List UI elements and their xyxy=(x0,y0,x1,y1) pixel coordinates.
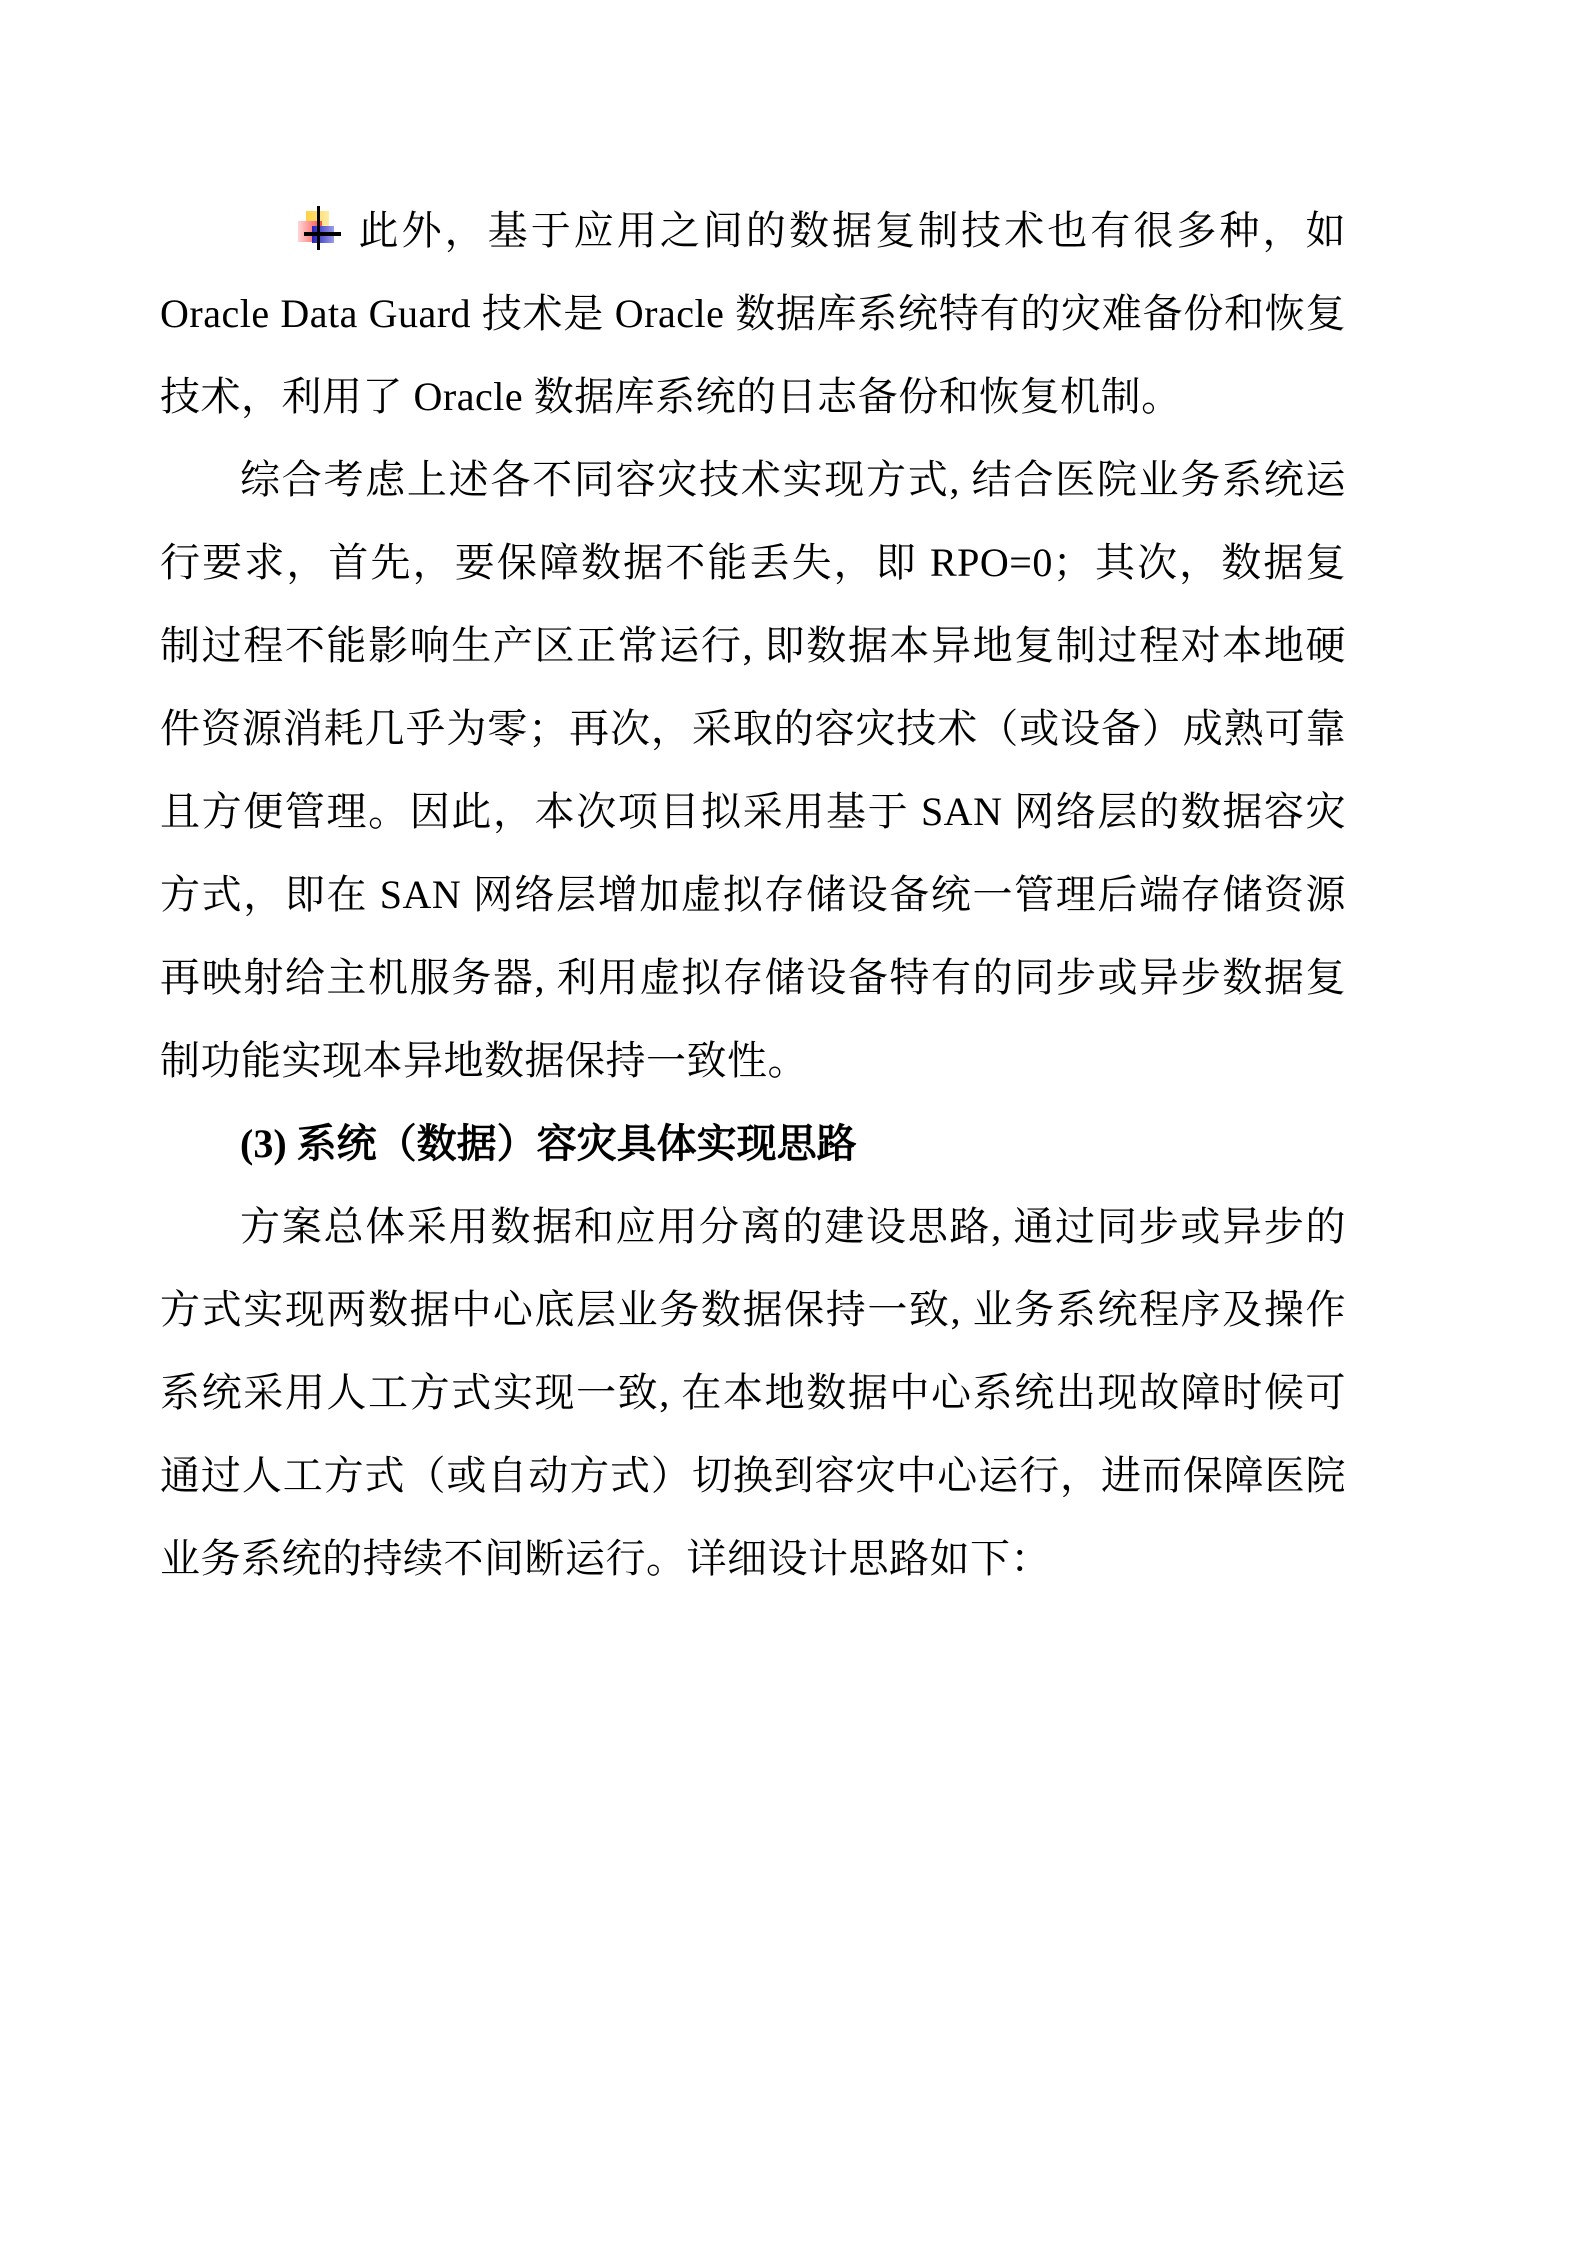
anchor-cross-vertical xyxy=(317,206,320,250)
paragraph-implementation-approach xyxy=(160,1185,1346,1600)
object-anchor-icon xyxy=(298,208,342,250)
section-heading: (3) 系统（数据）容灾具体实现思路 xyxy=(240,1121,857,1166)
paragraph-oracle-data-guard xyxy=(160,189,1346,438)
paragraph-disaster-recovery-analysis xyxy=(160,438,1346,1102)
paragraph-text: 综合考虑上述各不同容灾技术实现方式, 结合医院业务系统运行要求，首先，要保障数据不能丢失，即 RPO=0；其次，数据复制过程不能影响生产区正常运行, 即数据本异地复制过程对本地硬件资源消耗几乎为零；再次，采取的容灾技术（或设备）成熟可靠且方便管理。因此，本次项目拟采用基于 SAN 网络层的数据容灾方式，即在 SAN 网络层增加虚拟存储设备统一管理后端存储资源再映射给主机服务器, 利用虚拟存储设备特有的同步或异步数据复制功能实现本异地数据保持一致性。 xyxy=(160,457,1346,1083)
document-content xyxy=(160,189,1346,1600)
paragraph-text: 此外，基于应用之间的数据复制技术也有很多种，如 Oracle Data Guard 技术是 Oracle 数据库系统特有的灾难备份和恢复技术，利用了 Oracle 数据库系统的日志备份和恢复机制。 xyxy=(160,208,1346,419)
anchor-cross-horizontal xyxy=(304,232,341,236)
paragraph-text: 方案总体采用数据和应用分离的建设思路, 通过同步或异步的方式实现两数据中心底层业务数据保持一致, 业务系统程序及操作系统采用人工方式实现一致, 在本地数据中心系统出现故障时候可通过人工方式（或自动方式）切换到容灾中心运行，进而保障医院业务系统的持续不间断运行。详细设计思路如下： xyxy=(160,1204,1346,1581)
